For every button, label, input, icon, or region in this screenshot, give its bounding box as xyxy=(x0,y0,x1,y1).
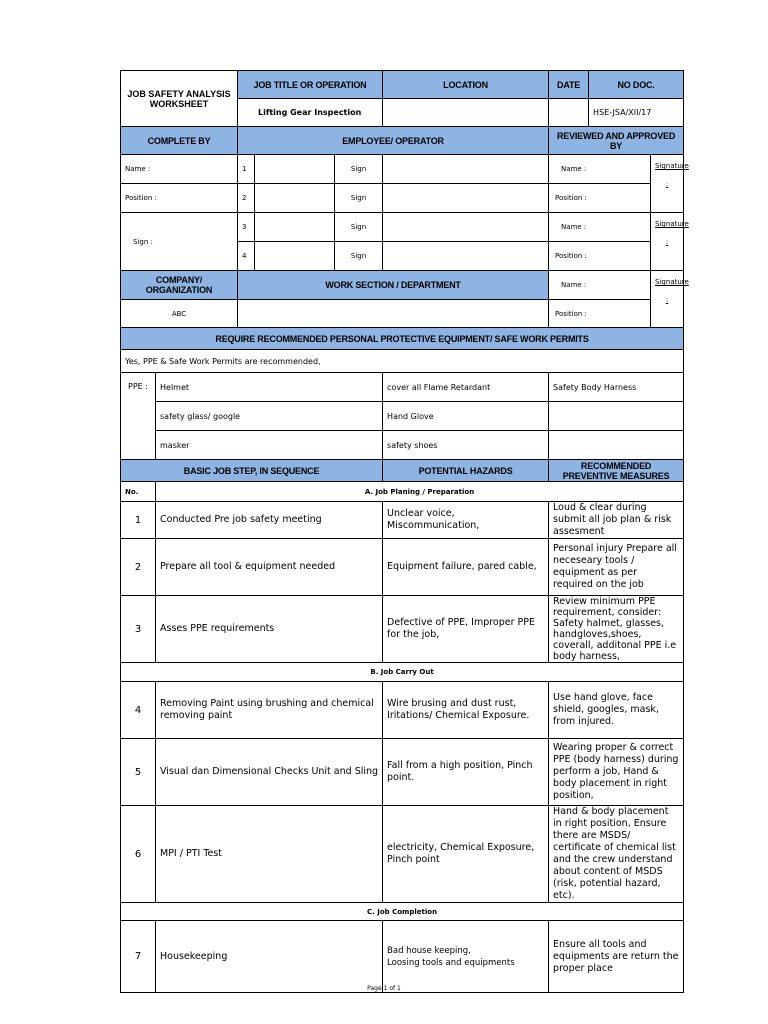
company-organization-header: COMPANY/ ORGANIZATION xyxy=(121,271,238,300)
job-title-label: JOB TITLE OR OPERATION xyxy=(238,71,383,99)
work-section-value[interactable] xyxy=(238,300,549,328)
complete-by-name-label: Name : xyxy=(121,155,238,184)
ppe-note: Yes, PPE & Safe Work Permits are recommended, xyxy=(121,350,684,373)
step-hazard: Fall from a high position, Pinch point. xyxy=(383,739,549,806)
step-measure: Use hand glove, face shield, googles, mask, from injured. xyxy=(549,682,684,739)
employee-sign-label: Sign xyxy=(335,155,383,184)
employee-number: 4 xyxy=(238,242,255,271)
signature-label: Signature : xyxy=(655,220,689,246)
employee-number: 3 xyxy=(238,213,255,242)
phase-title: C. Job Completion xyxy=(121,903,684,921)
step-hazard: Equipment failure, pared cable, xyxy=(383,539,549,596)
employee-name-field[interactable] xyxy=(255,155,335,184)
employee-sign-field[interactable] xyxy=(383,242,549,271)
step-measure: Review minimum PPE requirement, consider: Safety halmet, glasses, handgloves,shoes, coverall, additonal PPE i.e body harness, xyxy=(549,596,684,663)
step-measure: Wearing proper & correct PPE (body harness) during perform a job, Hand & body placement in right position, xyxy=(549,739,684,806)
step-hazard: Defective of PPE, Improper PPE for the job, xyxy=(383,596,549,663)
reviewer-signature-box[interactable] xyxy=(651,213,689,271)
reviewer-position-label: Position : xyxy=(549,184,651,213)
ppe-item: Safety Body Harness xyxy=(549,373,684,402)
employee-name-field[interactable] xyxy=(255,184,335,213)
date-label: DATE xyxy=(549,71,589,99)
reviewer-name-label: Name : xyxy=(549,213,651,242)
step-number: 5 xyxy=(121,739,156,806)
ppe-header: REQUIRE RECOMMENDED PERSONAL PROTECTIVE EQUIPMENT/ SAFE WORK PERMITS xyxy=(121,328,684,350)
phase-title: A. Job Planing / Preparation xyxy=(156,482,684,502)
reviewer-signature-box[interactable] xyxy=(651,155,689,213)
step-number: 1 xyxy=(121,502,156,539)
signature-label: Signature : xyxy=(655,162,689,188)
step-measure: Loud & clear during submit all job plan & risk assesment xyxy=(549,502,684,539)
employee-number: 1 xyxy=(238,155,255,184)
job-title-value[interactable]: Lifting Gear Inspection xyxy=(238,99,383,127)
ppe-item xyxy=(549,431,684,460)
step-description: Visual dan Dimensional Checks Unit and Sling xyxy=(156,739,383,806)
employee-sign-field[interactable] xyxy=(383,184,549,213)
step-description: MPI / PTI Test xyxy=(156,806,383,903)
ppe-item: safety shoes xyxy=(383,431,549,460)
step-hazard: Bad house keeping, Loosing tools and equipments xyxy=(383,921,549,993)
ppe-item: Helmet xyxy=(156,373,383,402)
step-hazard: electricity, Chemical Exposure, Pinch point xyxy=(383,806,549,903)
potential-hazards-header: POTENTIAL HAZARDS xyxy=(383,460,549,482)
step-number: 4 xyxy=(121,682,156,739)
location-label: LOCATION xyxy=(383,71,549,99)
complete-by-header: COMPLETE BY xyxy=(121,127,238,155)
no-doc-label: NO DOC. xyxy=(589,71,684,99)
form-title: JOB SAFETY ANALYSIS WORKSHEET xyxy=(121,71,238,127)
location-value[interactable] xyxy=(383,99,549,127)
step-description: Conducted Pre job safety meeting xyxy=(156,502,383,539)
phase-title: B. Job Carry Out xyxy=(121,663,684,682)
reviewer-name-label: Name : xyxy=(549,155,651,184)
employee-sign-label: Sign xyxy=(335,242,383,271)
step-measure: Personal injury Prepare all neceseary tools / equipment as per required on the job xyxy=(549,539,684,596)
step-description: Removing Paint using brushing and chemical removing paint xyxy=(156,682,383,739)
company-value[interactable]: ABC xyxy=(121,300,238,328)
complete-by-position-label: Position : xyxy=(121,184,238,213)
employee-sign-label: Sign xyxy=(335,184,383,213)
step-description: Prepare all tool & equipment needed xyxy=(156,539,383,596)
employee-name-field[interactable] xyxy=(255,213,335,242)
signature-label: Signature : xyxy=(655,278,689,304)
ppe-item: safety glass/ google xyxy=(156,402,383,431)
preventive-measures-header: RECOMMENDED PREVENTIVE MEASURES xyxy=(549,460,684,482)
ppe-item xyxy=(549,402,684,431)
work-section-header: WORK SECTION / DEPARTMENT xyxy=(238,271,549,300)
employee-sign-field[interactable] xyxy=(383,213,549,242)
reviewer-name-label: Name : xyxy=(549,271,651,300)
no-doc-value[interactable]: HSE-JSA/XII/17 xyxy=(589,99,684,127)
step-measure: Ensure all tools and equipments are return the proper place xyxy=(549,921,684,993)
jsa-worksheet xyxy=(120,70,689,993)
ppe-item: masker xyxy=(156,431,383,460)
basic-job-step-header: BASIC JOB STEP, IN SEQUENCE xyxy=(121,460,383,482)
date-value[interactable] xyxy=(549,99,589,127)
jsa-table xyxy=(120,70,689,993)
step-number: 6 xyxy=(121,806,156,903)
employee-name-field[interactable] xyxy=(255,242,335,271)
complete-by-sign-label: Sign : xyxy=(121,213,238,271)
ppe-label: PPE : xyxy=(121,373,156,460)
step-number: 2 xyxy=(121,539,156,596)
reviewed-approved-header: REVIEWED AND APPROVED BY xyxy=(549,127,684,155)
no-column-label: No. xyxy=(121,482,156,502)
reviewer-signature-box[interactable] xyxy=(651,271,689,328)
step-hazard: Unclear voice, Miscommunication, xyxy=(383,502,549,539)
step-description: Housekeeping xyxy=(156,921,383,993)
employee-sign-field[interactable] xyxy=(383,155,549,184)
step-number: 3 xyxy=(121,596,156,663)
step-number: 7 xyxy=(121,921,156,993)
reviewer-position-label: Position : xyxy=(549,242,651,271)
step-description: Asses PPE requirements xyxy=(156,596,383,663)
ppe-item: Hand Glove xyxy=(383,402,549,431)
step-measure: Hand & body placement in right position, Ensure there are MSDS/ certificate of chemical list and the crew understand about content of MSDS (risk, potential hazard, etc). xyxy=(549,806,684,903)
ppe-item: cover all Flame Retardant xyxy=(383,373,549,402)
step-hazard: Wire brusing and dust rust, Iritations/ Chemical Exposure. xyxy=(383,682,549,739)
employee-operator-header: EMPLOYEE/ OPERATOR xyxy=(238,127,549,155)
employee-sign-label: Sign xyxy=(335,213,383,242)
page-footer: Page 1 of 1 xyxy=(367,985,401,992)
employee-number: 2 xyxy=(238,184,255,213)
reviewer-position-label: Position : xyxy=(549,300,651,328)
